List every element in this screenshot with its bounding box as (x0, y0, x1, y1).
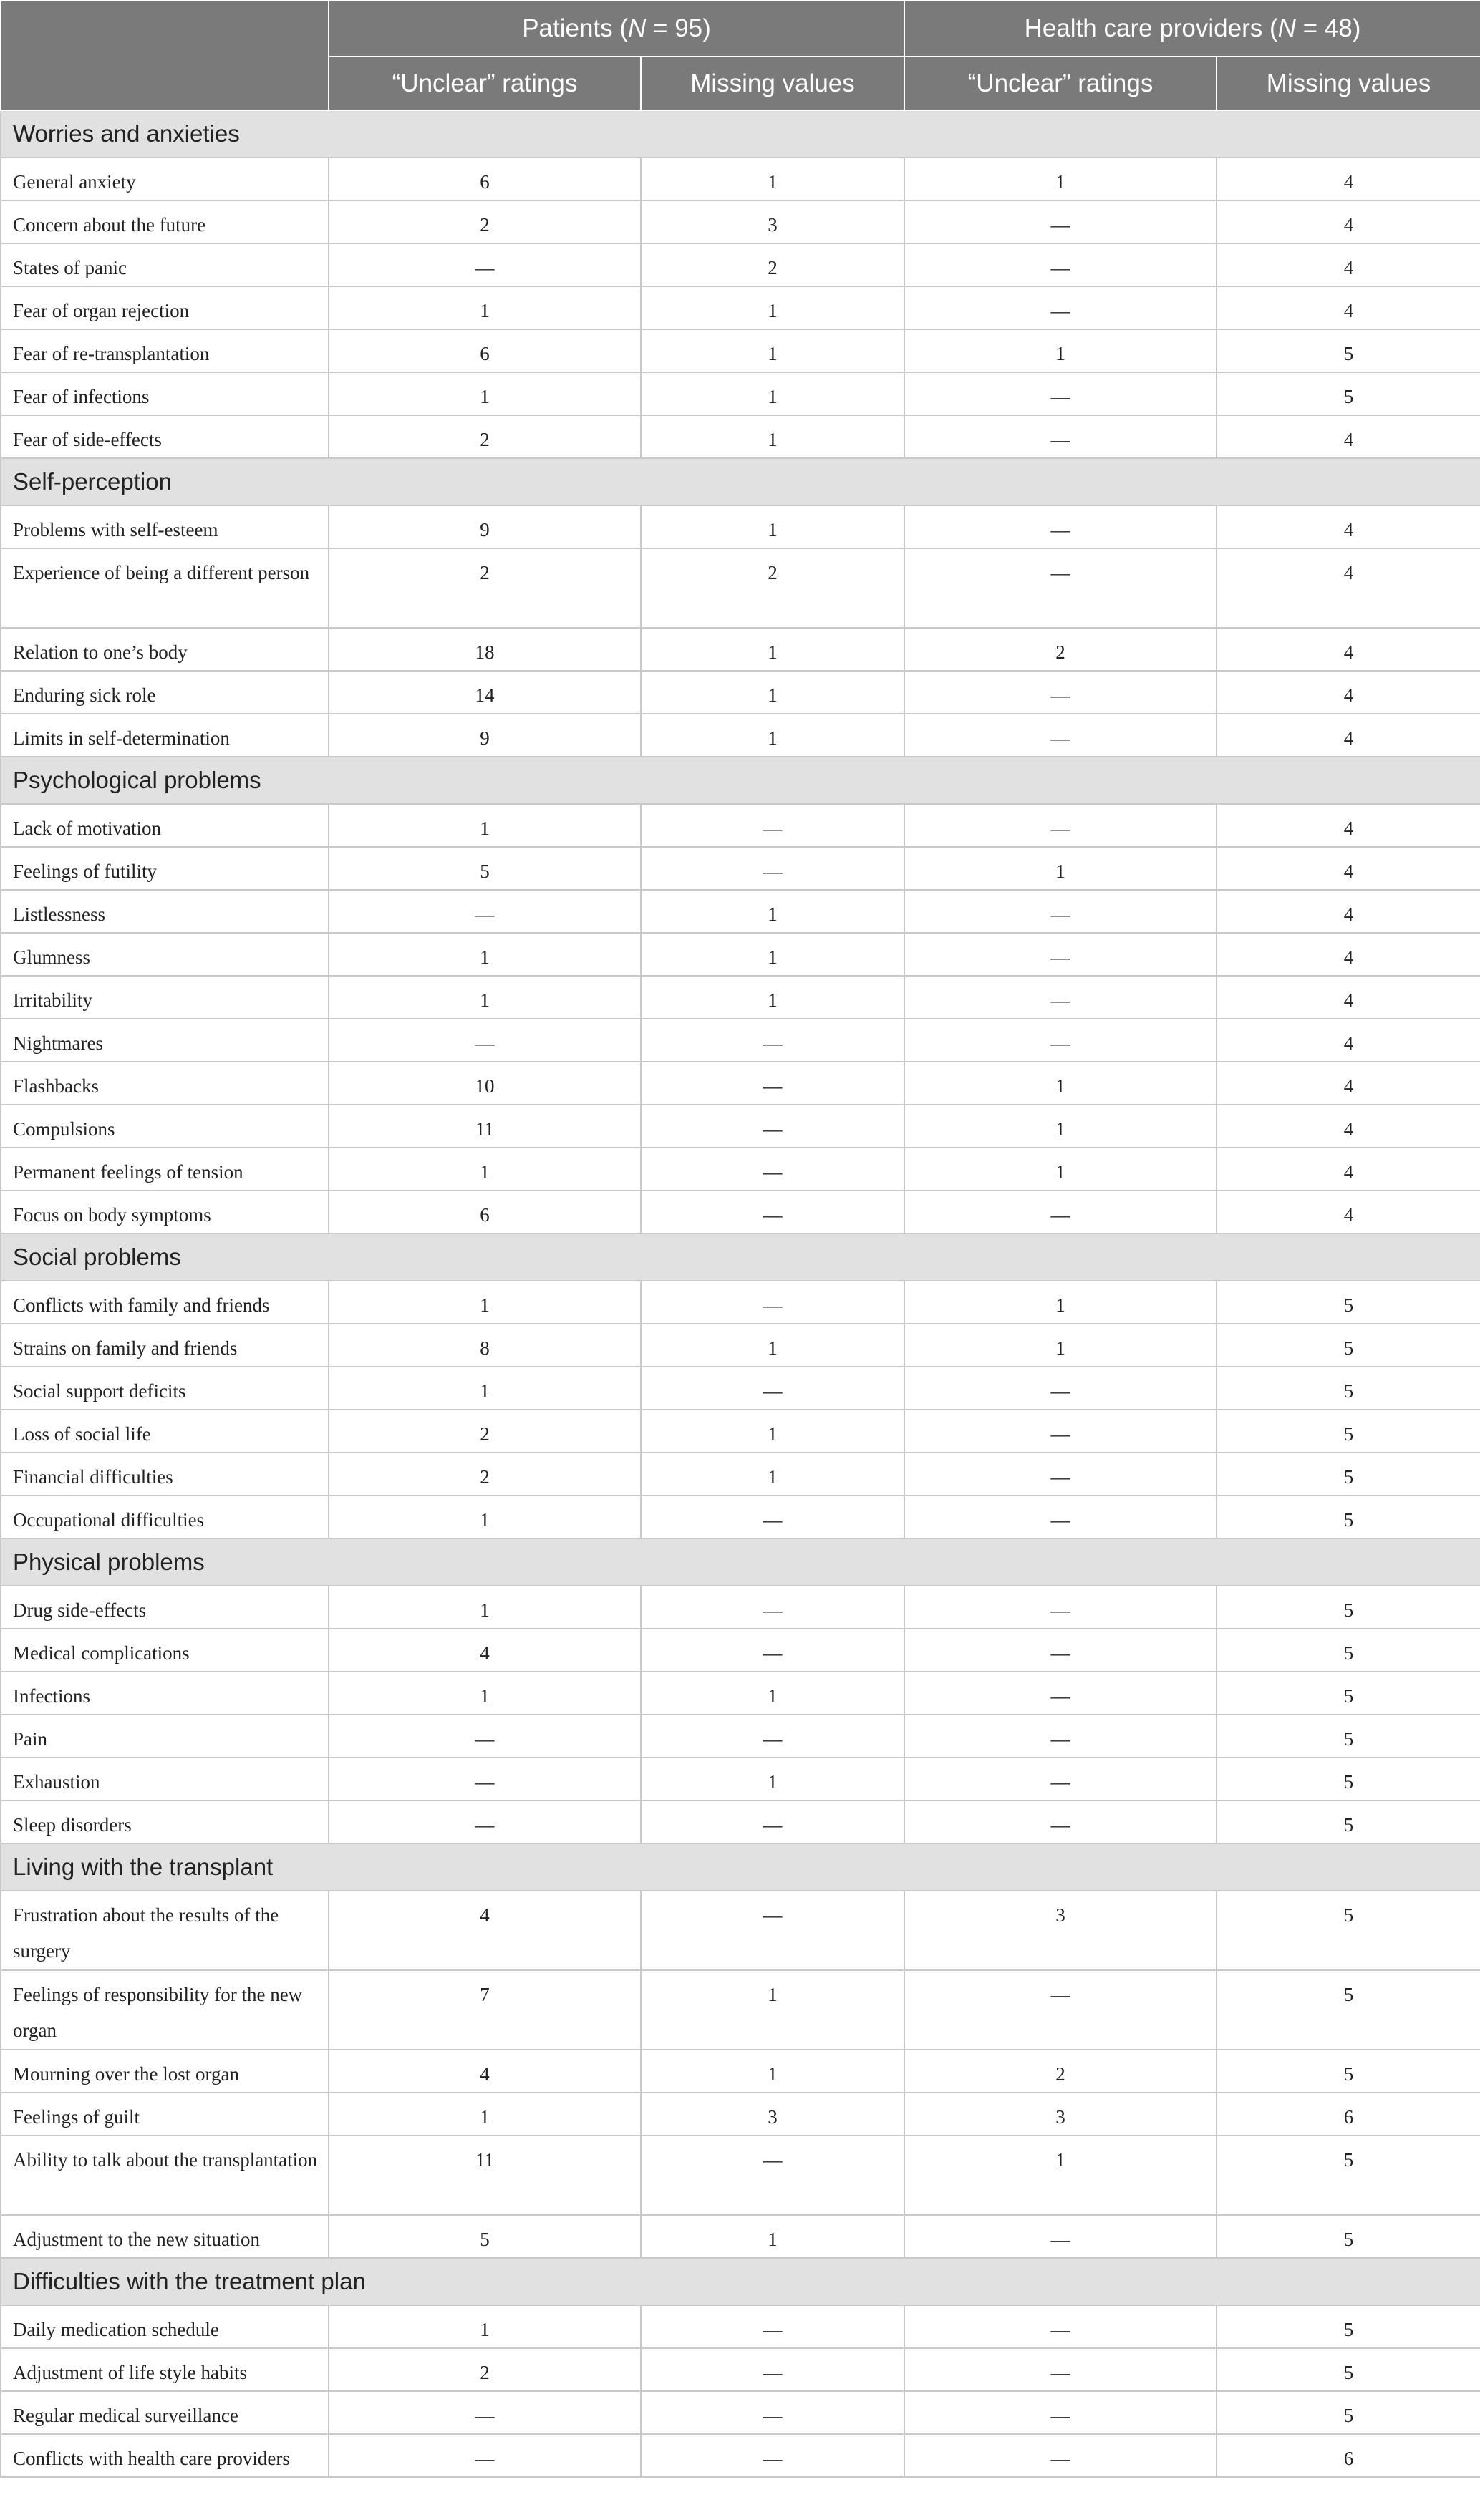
patients-missing-cell: — (641, 1105, 904, 1148)
providers-missing-cell: 5 (1217, 2215, 1480, 2258)
patients-unclear-cell: 18 (329, 628, 641, 671)
providers-unclear-cell: 3 (904, 1891, 1217, 1970)
patients-unclear-cell: 9 (329, 505, 641, 548)
row-label: Focus on body symptoms (1, 1191, 329, 1234)
providers-unclear-cell: — (904, 890, 1217, 933)
row-label: Loss of social life (1, 1410, 329, 1453)
row-label: Adjustment to the new situation (1, 2215, 329, 2258)
table-row (1, 714, 1480, 757)
patients-unclear-cell: 1 (329, 1281, 641, 1324)
table-row (1, 1629, 1480, 1672)
providers-missing-cell: 4 (1217, 1148, 1480, 1191)
section-header-row (1, 757, 1480, 804)
patients-unclear-cell: 1 (329, 1496, 641, 1538)
patients-unclear-cell: 2 (329, 200, 641, 243)
section-title: Self-perception (1, 458, 1480, 505)
patients-missing-cell: — (641, 847, 904, 890)
providers-missing-cell: 6 (1217, 2434, 1480, 2477)
subheader-patients-missing: Missing values (641, 57, 904, 110)
providers-unclear-cell: — (904, 243, 1217, 286)
providers-unclear-cell: — (904, 286, 1217, 329)
table-row (1, 1019, 1480, 1062)
row-label: Social support deficits (1, 1367, 329, 1410)
providers-missing-cell: 5 (1217, 2348, 1480, 2391)
providers-missing-cell: 5 (1217, 1586, 1480, 1629)
table-row (1, 2305, 1480, 2348)
providers-missing-cell: 5 (1217, 1891, 1480, 1970)
patients-missing-cell: 1 (641, 505, 904, 548)
patients-unclear-cell: 11 (329, 1105, 641, 1148)
section-header-row (1, 1234, 1480, 1281)
patients-missing-cell: — (641, 1191, 904, 1234)
patients-missing-cell: 1 (641, 890, 904, 933)
providers-missing-cell: 4 (1217, 200, 1480, 243)
patients-missing-cell: 1 (641, 1672, 904, 1715)
providers-unclear-cell: — (904, 2215, 1217, 2258)
patients-unclear-cell: 6 (329, 329, 641, 372)
providers-unclear-cell: 1 (904, 1148, 1217, 1191)
patients-unclear-cell: 6 (329, 158, 641, 200)
row-label: Strains on family and friends (1, 1324, 329, 1367)
row-label: Conflicts with health care providers (1, 2434, 329, 2477)
row-label: Daily medication schedule (1, 2305, 329, 2348)
providers-missing-cell: 4 (1217, 847, 1480, 890)
providers-unclear-cell: — (904, 976, 1217, 1019)
patients-unclear-cell: — (329, 1715, 641, 1758)
providers-unclear-cell: — (904, 505, 1217, 548)
row-label: Feelings of futility (1, 847, 329, 890)
providers-missing-cell: 5 (1217, 1410, 1480, 1453)
providers-unclear-cell: — (904, 1586, 1217, 1629)
providers-unclear-cell: — (904, 2348, 1217, 2391)
subheader-providers-missing: Missing values (1217, 57, 1480, 110)
table-header (1, 1, 1480, 110)
table-body (1, 110, 1480, 2477)
patients-missing-cell: 3 (641, 200, 904, 243)
patients-unclear-cell: 11 (329, 2136, 641, 2215)
table-row (1, 628, 1480, 671)
patients-unclear-cell: 1 (329, 372, 641, 415)
header-patients: Patients (N = 95) (329, 1, 904, 57)
patients-missing-cell: — (641, 1496, 904, 1538)
row-label: General anxiety (1, 158, 329, 200)
table-row (1, 243, 1480, 286)
row-label: Problems with self-esteem (1, 505, 329, 548)
row-label: Pain (1, 1715, 329, 1758)
patients-missing-cell: — (641, 2434, 904, 2477)
patients-missing-cell: — (641, 1148, 904, 1191)
table-row (1, 200, 1480, 243)
providers-missing-cell: 5 (1217, 1801, 1480, 1843)
patients-missing-cell: — (641, 2348, 904, 2391)
providers-unclear-cell: — (904, 1970, 1217, 2050)
patients-unclear-cell: 2 (329, 1410, 641, 1453)
providers-missing-cell: 5 (1217, 372, 1480, 415)
providers-unclear-cell: — (904, 1672, 1217, 1715)
providers-missing-cell: 5 (1217, 1715, 1480, 1758)
providers-missing-cell: 4 (1217, 714, 1480, 757)
section-title: Physical problems (1, 1538, 1480, 1586)
providers-unclear-cell: 2 (904, 2050, 1217, 2093)
table-row (1, 2391, 1480, 2434)
row-label: Listlessness (1, 890, 329, 933)
patients-missing-cell: 1 (641, 1410, 904, 1453)
providers-unclear-cell: 1 (904, 1062, 1217, 1105)
table-row (1, 1453, 1480, 1496)
providers-missing-cell: 4 (1217, 976, 1480, 1019)
table-row (1, 1062, 1480, 1105)
patients-missing-cell: 1 (641, 671, 904, 714)
table-row (1, 1891, 1480, 1970)
providers-missing-cell: 4 (1217, 671, 1480, 714)
patients-missing-cell: 1 (641, 286, 904, 329)
providers-unclear-cell: — (904, 1367, 1217, 1410)
row-label: Compulsions (1, 1105, 329, 1148)
providers-unclear-cell: — (904, 415, 1217, 458)
providers-unclear-cell: 1 (904, 1324, 1217, 1367)
table-row (1, 415, 1480, 458)
patients-unclear-cell: 4 (329, 1891, 641, 1970)
subheader-providers-unclear: “Unclear” ratings (904, 57, 1217, 110)
section-title: Worries and anxieties (1, 110, 1480, 158)
section-header-row (1, 1843, 1480, 1891)
table-row (1, 976, 1480, 1019)
table-row (1, 890, 1480, 933)
row-label: Limits in self-determination (1, 714, 329, 757)
patients-unclear-cell: 1 (329, 976, 641, 1019)
patients-unclear-cell: 14 (329, 671, 641, 714)
table-row (1, 1191, 1480, 1234)
patients-unclear-cell: 10 (329, 1062, 641, 1105)
providers-unclear-cell: — (904, 1758, 1217, 1801)
patients-unclear-cell: 4 (329, 2050, 641, 2093)
patients-unclear-cell: 7 (329, 1970, 641, 2050)
table-row (1, 1715, 1480, 1758)
providers-missing-cell: 4 (1217, 804, 1480, 847)
providers-unclear-cell: — (904, 1496, 1217, 1538)
providers-unclear-cell: — (904, 671, 1217, 714)
patients-missing-cell: 1 (641, 158, 904, 200)
row-label: Glumness (1, 933, 329, 976)
patients-missing-cell: 2 (641, 548, 904, 628)
table-row (1, 2215, 1480, 2258)
providers-unclear-cell: 1 (904, 1105, 1217, 1148)
patients-missing-cell: — (641, 1801, 904, 1843)
providers-missing-cell: 5 (1217, 2305, 1480, 2348)
patients-missing-cell: — (641, 1715, 904, 1758)
providers-missing-cell: 4 (1217, 1105, 1480, 1148)
patients-missing-cell: 1 (641, 933, 904, 976)
providers-unclear-cell: 1 (904, 2136, 1217, 2215)
patients-unclear-cell: — (329, 243, 641, 286)
providers-missing-cell: 5 (1217, 1367, 1480, 1410)
row-label: Lack of motivation (1, 804, 329, 847)
table-row (1, 372, 1480, 415)
providers-missing-cell: 4 (1217, 890, 1480, 933)
patients-missing-cell: — (641, 1891, 904, 1970)
patients-missing-cell: — (641, 2136, 904, 2215)
patients-missing-cell: — (641, 1367, 904, 1410)
table-row (1, 2093, 1480, 2136)
patients-unclear-cell: 1 (329, 933, 641, 976)
section-title: Difficulties with the treatment plan (1, 2258, 1480, 2305)
patients-missing-cell: — (641, 2391, 904, 2434)
providers-unclear-cell: — (904, 1715, 1217, 1758)
providers-unclear-cell: — (904, 1453, 1217, 1496)
table-row (1, 804, 1480, 847)
table-row (1, 1970, 1480, 2050)
table-row (1, 329, 1480, 372)
patients-missing-cell: 2 (641, 243, 904, 286)
row-label: Medical complications (1, 1629, 329, 1672)
providers-missing-cell: 5 (1217, 1629, 1480, 1672)
row-label: Ability to talk about the transplantation (1, 2136, 329, 2215)
providers-unclear-cell: — (904, 714, 1217, 757)
patients-unclear-cell: 1 (329, 1672, 641, 1715)
providers-missing-cell: 6 (1217, 2093, 1480, 2136)
table-row (1, 286, 1480, 329)
row-label: Irritability (1, 976, 329, 1019)
providers-unclear-cell: — (904, 2305, 1217, 2348)
patients-missing-cell: 1 (641, 372, 904, 415)
row-label: Fear of organ rejection (1, 286, 329, 329)
providers-missing-cell: 5 (1217, 1324, 1480, 1367)
row-label: Feelings of guilt (1, 2093, 329, 2136)
patients-missing-cell: — (641, 1062, 904, 1105)
row-label: Fear of re-transplantation (1, 329, 329, 372)
providers-unclear-cell: — (904, 200, 1217, 243)
table-row (1, 1801, 1480, 1843)
patients-unclear-cell: 1 (329, 2093, 641, 2136)
table-row (1, 933, 1480, 976)
patients-unclear-cell: 6 (329, 1191, 641, 1234)
patients-unclear-cell: 2 (329, 2348, 641, 2391)
providers-missing-cell: 5 (1217, 2050, 1480, 2093)
table-row (1, 1496, 1480, 1538)
patients-unclear-cell: 1 (329, 1367, 641, 1410)
patients-missing-cell: 1 (641, 415, 904, 458)
table-row (1, 2348, 1480, 2391)
patients-missing-cell: — (641, 2305, 904, 2348)
section-title: Social problems (1, 1234, 1480, 1281)
section-title: Living with the transplant (1, 1843, 1480, 1891)
patients-missing-cell: 1 (641, 2215, 904, 2258)
table-row (1, 1672, 1480, 1715)
patients-missing-cell: — (641, 1586, 904, 1629)
patients-missing-cell: 3 (641, 2093, 904, 2136)
row-label: Concern about the future (1, 200, 329, 243)
providers-unclear-cell: — (904, 804, 1217, 847)
subheader-patients-unclear: “Unclear” ratings (329, 57, 641, 110)
providers-unclear-cell: 1 (904, 158, 1217, 200)
providers-missing-cell: 4 (1217, 1062, 1480, 1105)
table-row (1, 1105, 1480, 1148)
patients-missing-cell: 1 (641, 714, 904, 757)
providers-missing-cell: 4 (1217, 1191, 1480, 1234)
row-label: Regular medical surveillance (1, 2391, 329, 2434)
providers-missing-cell: 4 (1217, 415, 1480, 458)
row-label: Sleep disorders (1, 1801, 329, 1843)
providers-missing-cell: 4 (1217, 548, 1480, 628)
patients-unclear-cell: 5 (329, 847, 641, 890)
table-row (1, 505, 1480, 548)
providers-missing-cell: 4 (1217, 1019, 1480, 1062)
providers-unclear-cell: — (904, 2391, 1217, 2434)
patients-missing-cell: — (641, 1281, 904, 1324)
patients-unclear-cell: 2 (329, 415, 641, 458)
providers-unclear-cell: — (904, 1801, 1217, 1843)
patients-missing-cell: — (641, 1019, 904, 1062)
patients-unclear-cell: 5 (329, 2215, 641, 2258)
patients-unclear-cell: 8 (329, 1324, 641, 1367)
providers-missing-cell: 5 (1217, 2136, 1480, 2215)
table-row (1, 1410, 1480, 1453)
table-row (1, 1324, 1480, 1367)
patients-unclear-cell: 1 (329, 1148, 641, 1191)
row-label: Flashbacks (1, 1062, 329, 1105)
table-row (1, 671, 1480, 714)
patients-missing-cell: 1 (641, 1324, 904, 1367)
providers-unclear-cell: — (904, 2434, 1217, 2477)
header-providers: Health care providers (N = 48) (904, 1, 1480, 57)
patients-missing-cell: 1 (641, 628, 904, 671)
table-row (1, 1281, 1480, 1324)
table-row (1, 548, 1480, 628)
row-label: Drug side-effects (1, 1586, 329, 1629)
providers-missing-cell: 5 (1217, 1281, 1480, 1324)
section-header-row (1, 110, 1480, 158)
providers-missing-cell: 4 (1217, 286, 1480, 329)
patients-unclear-cell: 2 (329, 1453, 641, 1496)
providers-unclear-cell: — (904, 933, 1217, 976)
section-header-row (1, 2258, 1480, 2305)
patients-missing-cell: — (641, 804, 904, 847)
section-header-row (1, 458, 1480, 505)
patients-unclear-cell: 2 (329, 548, 641, 628)
table-row (1, 2050, 1480, 2093)
providers-unclear-cell: 1 (904, 1281, 1217, 1324)
header-corner (1, 1, 329, 110)
table-row (1, 1586, 1480, 1629)
providers-unclear-cell: 2 (904, 628, 1217, 671)
providers-unclear-cell: — (904, 1191, 1217, 1234)
providers-missing-cell: 4 (1217, 933, 1480, 976)
table-row (1, 2434, 1480, 2477)
providers-missing-cell: 4 (1217, 158, 1480, 200)
section-header-row (1, 1538, 1480, 1586)
row-label: Enduring sick role (1, 671, 329, 714)
row-label: Permanent feelings of tension (1, 1148, 329, 1191)
table-row (1, 158, 1480, 200)
providers-unclear-cell: 1 (904, 847, 1217, 890)
row-label: Fear of infections (1, 372, 329, 415)
providers-missing-cell: 5 (1217, 2391, 1480, 2434)
patients-unclear-cell: 1 (329, 1586, 641, 1629)
patients-unclear-cell: — (329, 2434, 641, 2477)
providers-unclear-cell: — (904, 548, 1217, 628)
providers-missing-cell: 5 (1217, 329, 1480, 372)
patients-missing-cell: 1 (641, 1453, 904, 1496)
providers-missing-cell: 5 (1217, 1453, 1480, 1496)
providers-missing-cell: 5 (1217, 1758, 1480, 1801)
patients-unclear-cell: 9 (329, 714, 641, 757)
patients-unclear-cell: — (329, 2391, 641, 2434)
providers-unclear-cell: 1 (904, 329, 1217, 372)
row-label: Adjustment of life style habits (1, 2348, 329, 2391)
table-row (1, 1367, 1480, 1410)
section-title: Psychological problems (1, 757, 1480, 804)
providers-missing-cell: 4 (1217, 628, 1480, 671)
patients-unclear-cell: 4 (329, 1629, 641, 1672)
row-label: Financial difficulties (1, 1453, 329, 1496)
table-row (1, 1758, 1480, 1801)
row-label: States of panic (1, 243, 329, 286)
patients-unclear-cell: 1 (329, 804, 641, 847)
row-label: Mourning over the lost organ (1, 2050, 329, 2093)
providers-missing-cell: 5 (1217, 1496, 1480, 1538)
patients-unclear-cell: — (329, 1801, 641, 1843)
patients-missing-cell: 1 (641, 329, 904, 372)
providers-unclear-cell: — (904, 1629, 1217, 1672)
providers-missing-cell: 5 (1217, 1970, 1480, 2050)
row-label: Relation to one’s body (1, 628, 329, 671)
providers-unclear-cell: 3 (904, 2093, 1217, 2136)
row-label: Occupational difficulties (1, 1496, 329, 1538)
table-row (1, 2136, 1480, 2215)
row-label: Conflicts with family and friends (1, 1281, 329, 1324)
providers-missing-cell: 4 (1217, 243, 1480, 286)
row-label: Infections (1, 1672, 329, 1715)
providers-unclear-cell: — (904, 1410, 1217, 1453)
patients-missing-cell: 1 (641, 1758, 904, 1801)
row-label: Fear of side-effects (1, 415, 329, 458)
patients-unclear-cell: — (329, 1019, 641, 1062)
providers-missing-cell: 4 (1217, 505, 1480, 548)
patients-unclear-cell: — (329, 890, 641, 933)
table-row (1, 1148, 1480, 1191)
patients-missing-cell: — (641, 1629, 904, 1672)
providers-unclear-cell: — (904, 1019, 1217, 1062)
patients-unclear-cell: 1 (329, 2305, 641, 2348)
row-label: Frustration about the results of the surgery (1, 1891, 329, 1970)
row-label: Exhaustion (1, 1758, 329, 1801)
providers-missing-cell: 5 (1217, 1672, 1480, 1715)
table-row (1, 847, 1480, 890)
patients-missing-cell: 1 (641, 976, 904, 1019)
patients-missing-cell: 1 (641, 2050, 904, 2093)
patients-missing-cell: 1 (641, 1970, 904, 2050)
providers-unclear-cell: — (904, 372, 1217, 415)
patients-unclear-cell: 1 (329, 286, 641, 329)
row-label: Nightmares (1, 1019, 329, 1062)
row-label: Feelings of responsibility for the new organ (1, 1970, 329, 2050)
patients-unclear-cell: — (329, 1758, 641, 1801)
row-label: Experience of being a different person (1, 548, 329, 628)
